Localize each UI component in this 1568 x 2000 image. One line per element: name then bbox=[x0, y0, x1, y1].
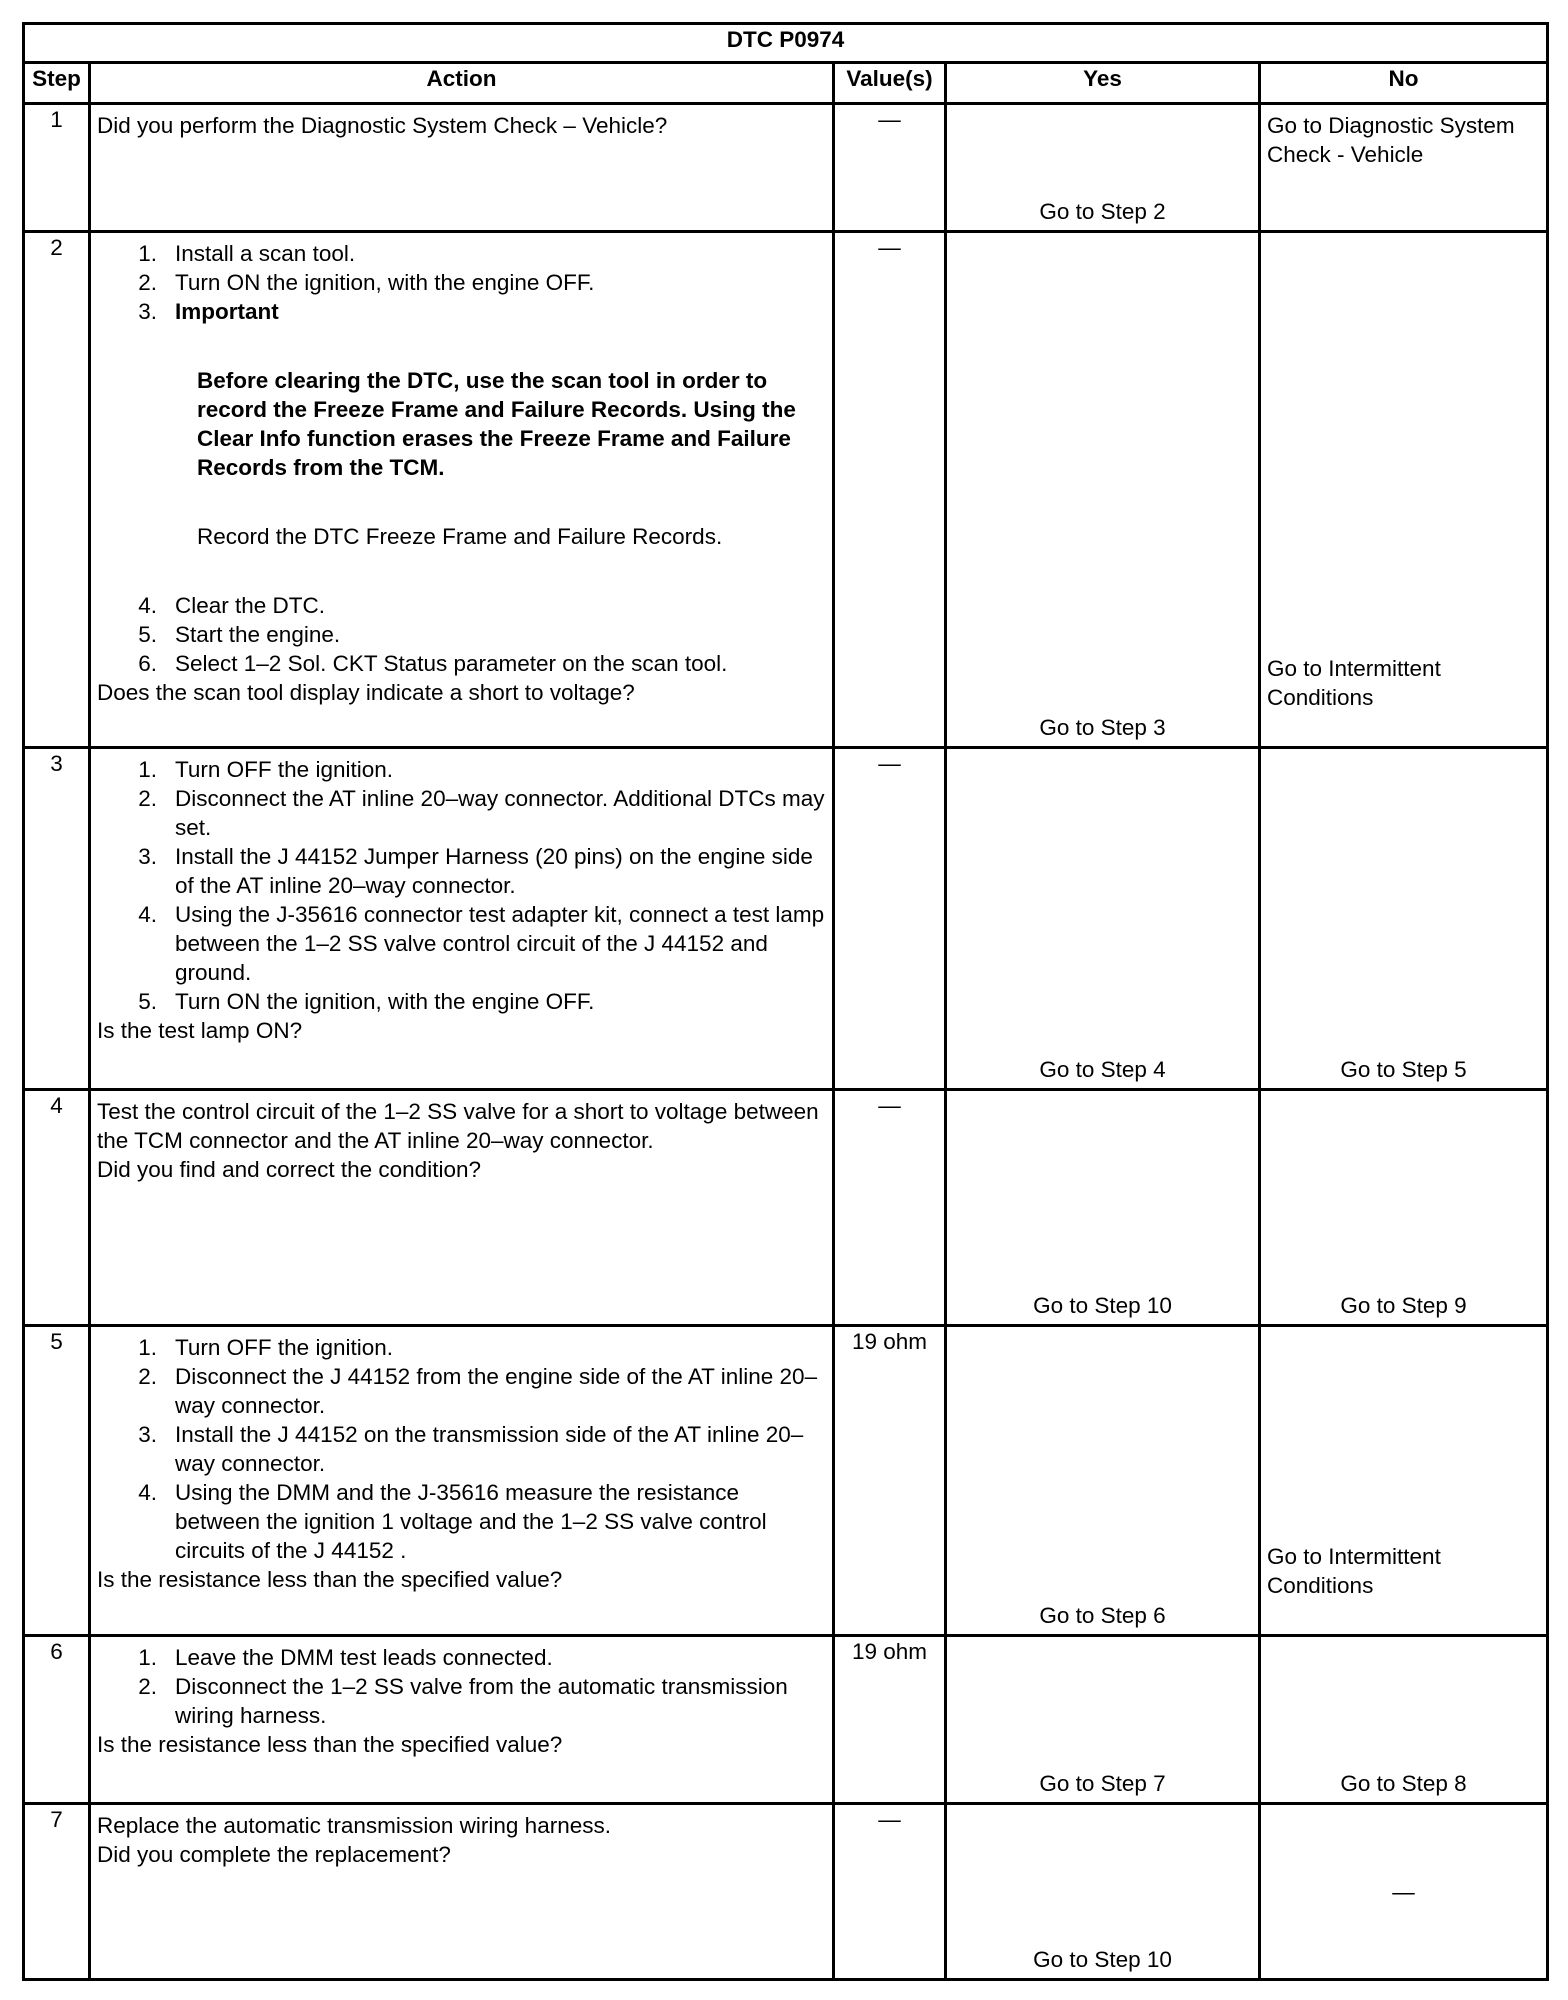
list-item: 4. Using the J-35616 connector test adapter kit, connect a test lamp between the 1–2 SS valve control circuit of the J 44152 and ground. bbox=[138, 902, 825, 985]
question-text: Is the resistance less than the specified value? bbox=[97, 1567, 563, 1592]
list-item: 4. Using the DMM and the J-35616 measure the resistance between the ignition 1 voltage and the 1–2 SS valve control circuits of the J 44152 . bbox=[138, 1480, 767, 1563]
no-cell bbox=[1260, 1804, 1548, 1980]
no-link[interactable]: Go to Diagnostic System Check - Vehicle bbox=[1267, 113, 1515, 167]
yes-cell bbox=[946, 1804, 1260, 1980]
action-list bbox=[97, 591, 826, 678]
record-note: Record the DTC Freeze Frame and Failure Records. bbox=[197, 524, 723, 549]
value-cell: 19 ohm bbox=[834, 1636, 946, 1804]
action-cell bbox=[90, 1636, 834, 1804]
value-cell: — bbox=[834, 1090, 946, 1326]
table-row-step-4 bbox=[24, 1090, 1548, 1326]
list-item: 2. Disconnect the 1–2 SS valve from the automatic transmission wiring harness. bbox=[138, 1674, 788, 1728]
no-link[interactable]: Go to Step 8 bbox=[1340, 1771, 1467, 1796]
value-cell: 19 ohm bbox=[834, 1326, 946, 1636]
action-list bbox=[97, 239, 826, 326]
yes-link[interactable]: Go to Step 4 bbox=[1039, 1057, 1166, 1082]
yes-link[interactable]: Go to Step 6 bbox=[1039, 1603, 1166, 1628]
header-values: Value(s) bbox=[834, 63, 946, 104]
yes-cell bbox=[946, 748, 1260, 1090]
action-cell bbox=[90, 748, 834, 1090]
step-number: 2 bbox=[24, 232, 90, 748]
action-cell bbox=[90, 1090, 834, 1326]
list-item: 3. Important bbox=[138, 299, 279, 324]
action-cell bbox=[90, 104, 834, 232]
action-cell bbox=[90, 1804, 834, 1980]
table-row-step-7 bbox=[24, 1804, 1548, 1980]
yes-cell bbox=[946, 1636, 1260, 1804]
list-item: 5. Turn ON the ignition, with the engine OFF. bbox=[138, 989, 595, 1014]
question-text: Is the resistance less than the specified value? bbox=[97, 1732, 563, 1757]
value-cell: — bbox=[834, 232, 946, 748]
action-cell bbox=[90, 232, 834, 748]
step-number: 7 bbox=[24, 1804, 90, 1980]
step-number: 1 bbox=[24, 104, 90, 232]
action-list bbox=[97, 755, 826, 1016]
table-row-step-2 bbox=[24, 232, 1548, 748]
step-number: 5 bbox=[24, 1326, 90, 1636]
yes-link[interactable]: Go to Step 7 bbox=[1039, 1771, 1166, 1796]
no-value: — bbox=[1392, 1879, 1415, 1904]
important-note: Before clearing the DTC, use the scan tool in order to record the Freeze Frame and Failure Records. Using the Clear Info function erases the Freeze Frame and Failure Records from the TCM. bbox=[197, 368, 796, 480]
no-link[interactable]: Go to Intermittent Conditions bbox=[1267, 656, 1441, 710]
action-text: Test the control circuit of the 1–2 SS valve for a short to voltage between the TCM connector and the AT inline 20–way connector. bbox=[97, 1099, 819, 1153]
list-item: 3. Install the J 44152 on the transmission side of the AT inline 20–way connector. bbox=[138, 1422, 804, 1476]
step-number: 6 bbox=[24, 1636, 90, 1804]
yes-link[interactable]: Go to Step 3 bbox=[1039, 715, 1166, 740]
no-cell bbox=[1260, 1090, 1548, 1326]
header-action: Action bbox=[90, 63, 834, 104]
list-item: 1. Turn OFF the ignition. bbox=[138, 1335, 394, 1360]
action-text: Replace the automatic transmission wiring harness. bbox=[97, 1813, 611, 1838]
action-text: Did you perform the Diagnostic System Check – Vehicle? bbox=[97, 113, 668, 138]
table-row-step-5 bbox=[24, 1326, 1548, 1636]
dtc-table bbox=[22, 22, 1549, 1981]
list-item: 2. Turn ON the ignition, with the engine OFF. bbox=[138, 270, 595, 295]
yes-cell bbox=[946, 104, 1260, 232]
no-cell bbox=[1260, 1636, 1548, 1804]
list-item: 1. Install a scan tool. bbox=[138, 241, 356, 266]
question-text: Is the test lamp ON? bbox=[97, 1018, 303, 1043]
yes-link[interactable]: Go to Step 10 bbox=[1033, 1947, 1172, 1972]
list-item: 1. Turn OFF the ignition. bbox=[138, 757, 394, 782]
table-title: DTC P0974 bbox=[24, 24, 1548, 63]
table-row-step-6 bbox=[24, 1636, 1548, 1804]
table-row-step-3 bbox=[24, 748, 1548, 1090]
list-item: 6. Select 1–2 Sol. CKT Status parameter on the scan tool. bbox=[138, 651, 728, 676]
table-row-step-1 bbox=[24, 104, 1548, 232]
action-list bbox=[97, 1333, 826, 1565]
no-cell bbox=[1260, 1326, 1548, 1636]
list-item: 3. Install the J 44152 Jumper Harness (20 pins) on the engine side of the AT inline 20–way connector. bbox=[138, 844, 813, 898]
no-link[interactable]: Go to Step 5 bbox=[1340, 1057, 1467, 1082]
action-list bbox=[97, 1643, 826, 1730]
question-text: Does the scan tool display indicate a short to voltage? bbox=[97, 680, 635, 705]
question-text: Did you complete the replacement? bbox=[97, 1842, 451, 1867]
no-link[interactable]: Go to Intermittent Conditions bbox=[1267, 1544, 1441, 1598]
no-cell bbox=[1260, 748, 1548, 1090]
yes-cell bbox=[946, 232, 1260, 748]
title-row bbox=[24, 24, 1548, 63]
list-item: 2. Disconnect the AT inline 20–way connector. Additional DTCs may set. bbox=[138, 786, 825, 840]
list-item: 1. Leave the DMM test leads connected. bbox=[138, 1645, 553, 1670]
value-cell: — bbox=[834, 1804, 946, 1980]
yes-cell bbox=[946, 1090, 1260, 1326]
no-cell bbox=[1260, 232, 1548, 748]
header-yes: Yes bbox=[946, 63, 1260, 104]
yes-link[interactable]: Go to Step 2 bbox=[1039, 199, 1166, 224]
header-no: No bbox=[1260, 63, 1548, 104]
list-item: 2. Disconnect the J 44152 from the engine side of the AT inline 20–way connector. bbox=[138, 1364, 818, 1418]
question-text: Did you find and correct the condition? bbox=[97, 1157, 481, 1182]
value-cell: — bbox=[834, 748, 946, 1090]
no-cell bbox=[1260, 104, 1548, 232]
value-cell: — bbox=[834, 104, 946, 232]
yes-link[interactable]: Go to Step 10 bbox=[1033, 1293, 1172, 1318]
step-number: 3 bbox=[24, 748, 90, 1090]
list-item: 4. Clear the DTC. bbox=[138, 593, 326, 618]
yes-cell bbox=[946, 1326, 1260, 1636]
step-number: 4 bbox=[24, 1090, 90, 1326]
action-cell bbox=[90, 1326, 834, 1636]
header-row bbox=[24, 63, 1548, 104]
no-link[interactable]: Go to Step 9 bbox=[1340, 1293, 1467, 1318]
list-item: 5. Start the engine. bbox=[138, 622, 341, 647]
header-step: Step bbox=[24, 63, 90, 104]
